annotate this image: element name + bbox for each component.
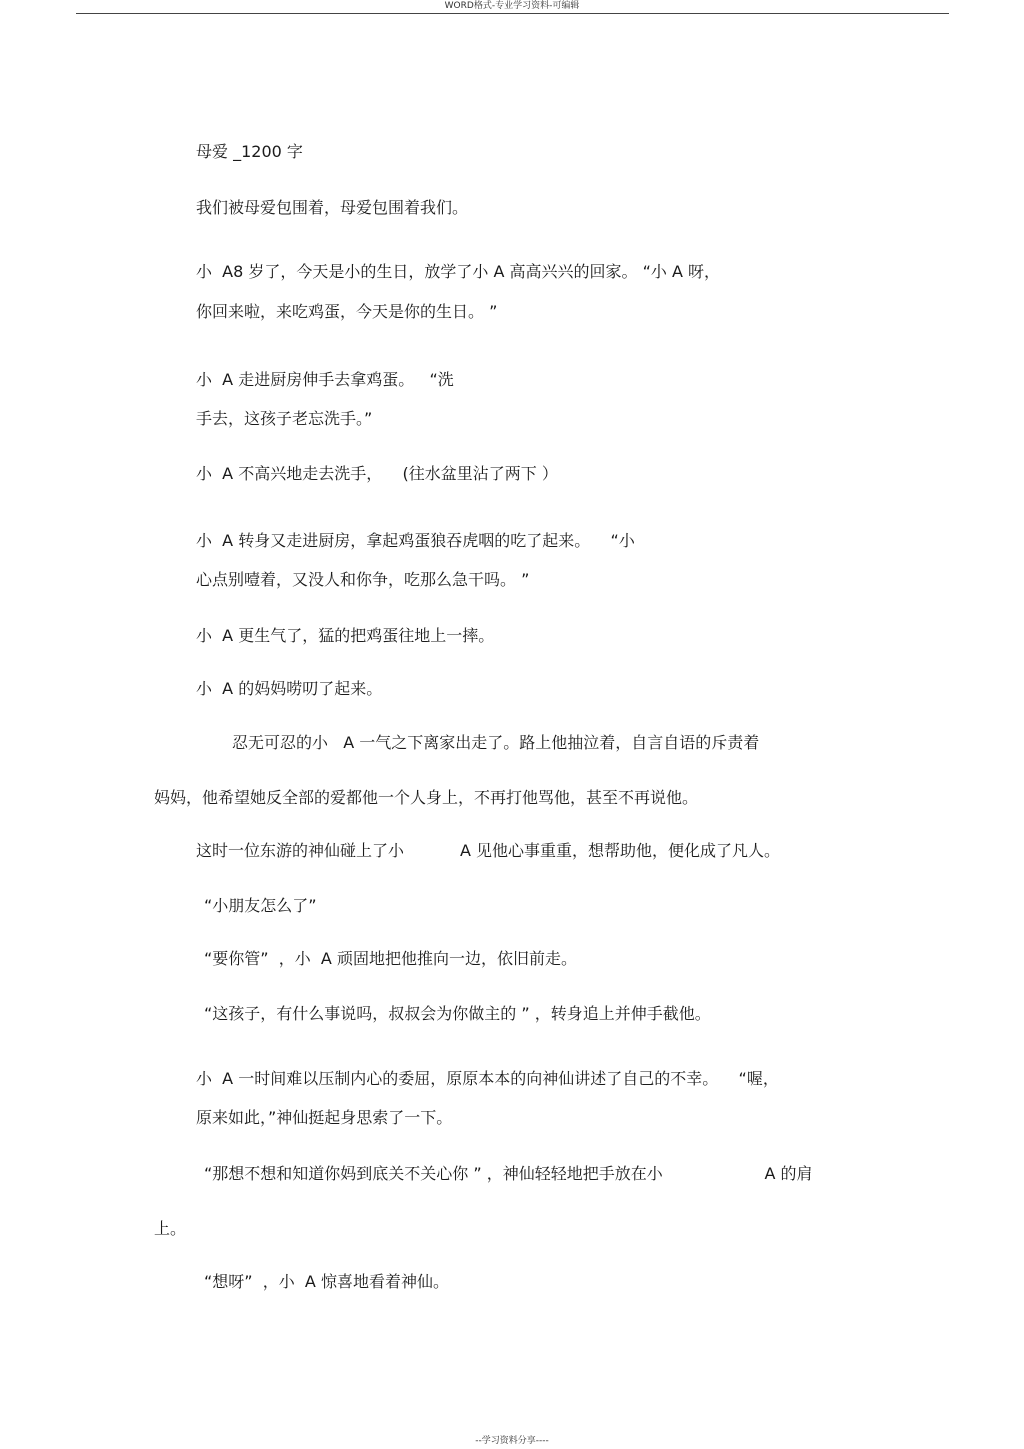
text-line: 小 A 不高兴地走去洗手， (往水盆里沾了两下 ） xyxy=(196,464,558,483)
text-line: 忍无可忍的小 A 一气之下离家出走了。路上他抽泣着，自言自语的斥责着 xyxy=(232,733,760,752)
text-line: 我们被母爱包围着，母爱包围着我们。 xyxy=(196,198,469,217)
text-line: 妈妈，他希望她反全部的爱都他一个人身上，不再打他骂他，甚至不再说他。 xyxy=(154,788,699,807)
document-title: 母爱 _1200 字 xyxy=(196,142,303,161)
text-line: 这时一位东游的神仙碰上了小 A 见他心事重重，想帮助他，便化成了凡人。 xyxy=(196,841,780,860)
page-header: WORD格式-专业学习资料-可编辑 xyxy=(444,1,580,11)
text-line: 你回来啦，来吃鸡蛋，今天是你的生日。 ” xyxy=(196,302,498,321)
text-line: 小 A 一时间难以压制内心的委屈，原原本本的向神仙讲述了自己的不幸。 “喔， xyxy=(196,1069,779,1088)
text-line: “想呀” ，小 A 惊喜地看着神仙。 xyxy=(204,1272,449,1291)
text-line: 心点别噎着，又没人和你争，吃那么急干吗。 ” xyxy=(196,570,530,589)
header-divider xyxy=(76,13,949,14)
text-line: 小 A 转身又走进厨房，拿起鸡蛋狼吞虎咽的吃了起来。 “小 xyxy=(196,531,635,550)
text-line: 原来如此，”神仙挺起身思索了一下。 xyxy=(196,1108,453,1127)
page-footer: --学习资料分享---- xyxy=(475,1436,549,1446)
text-line: “这孩子，有什么事说吗，叔叔会为你做主的 ” ，转身追上并伸手截他。 xyxy=(204,1004,711,1023)
text-line: 手去，这孩子老忘洗手。” xyxy=(196,409,373,428)
text-line: 小 A 更生气了，猛的把鸡蛋往地上一摔。 xyxy=(196,626,495,645)
text-line: 上。 xyxy=(154,1219,187,1238)
text-line: “要你管” ，小 A 顽固地把他推向一边，依旧前走。 xyxy=(204,949,577,968)
text-line: 小 A8 岁了，今天是小的生日，放学了小 A 高高兴兴的回家。 “小 A 呀， xyxy=(196,262,720,281)
text-line: “小朋友怎么了” xyxy=(204,896,317,915)
text-line: 小 A 走进厨房伸手去拿鸡蛋。 “洗 xyxy=(196,370,454,389)
text-line: 小 A 的妈妈唠叨了起来。 xyxy=(196,679,383,698)
text-line: “那想不想和知道你妈到底关不关心你 ” ，神仙轻轻地把手放在小 A 的肩 xyxy=(204,1164,813,1183)
